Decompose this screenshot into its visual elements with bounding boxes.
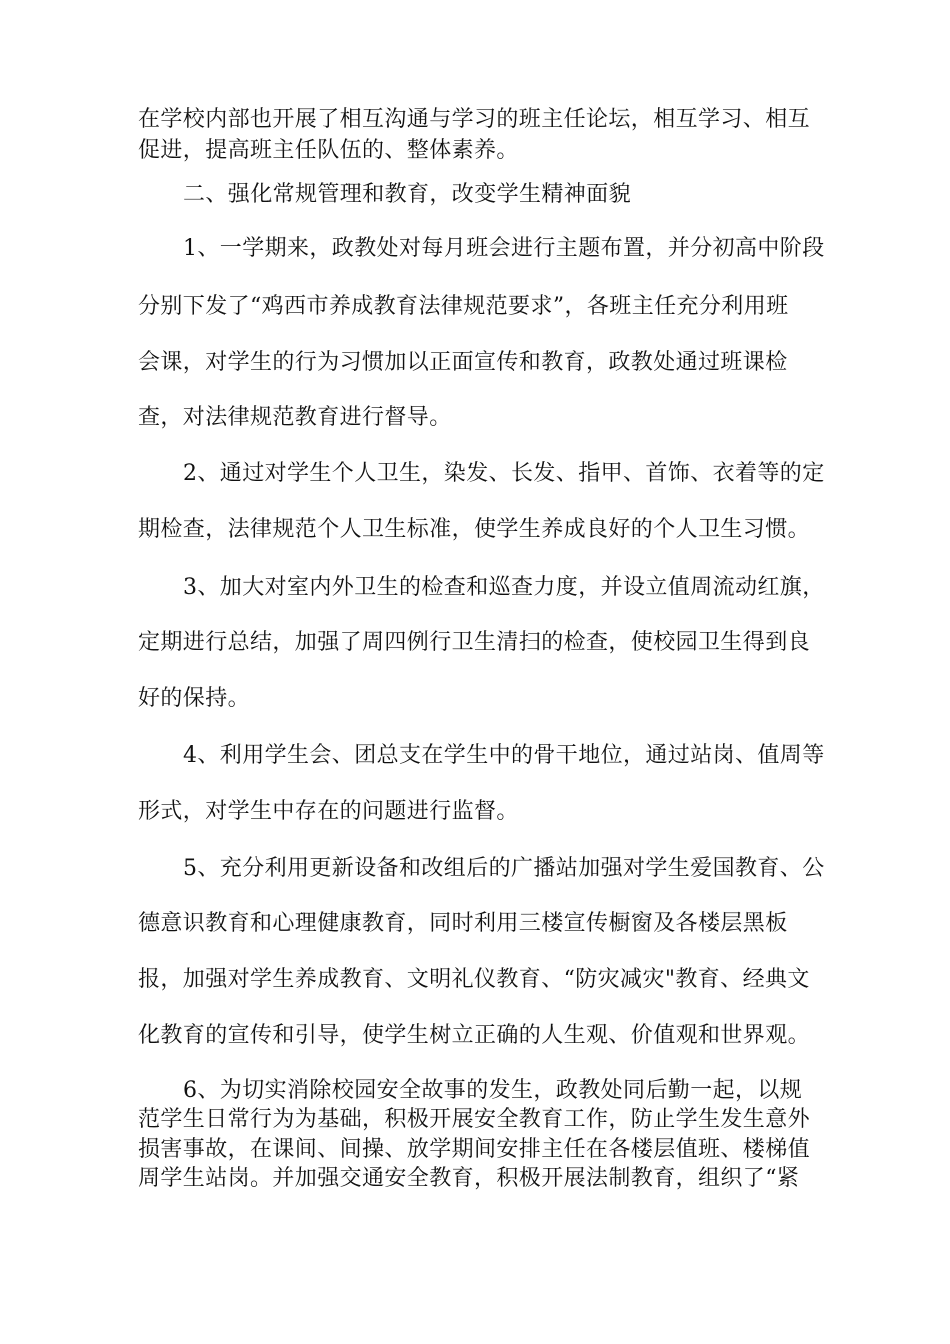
text-line: 定期进行总结，加强了周四例行卫生清扫的检查，使校园卫生得到良 [138,630,811,655]
text-line: 范学生日常行为为基础，积极开展安全教育工作，防止学生发生意外 [138,1107,811,1132]
text-line: 6、为切实消除校园安全故事的发生，政教处同后勤一起，以规 [183,1078,803,1103]
text-line: 促进，提高班主任队伍的、整体素养。 [138,138,519,163]
text-line: 化教育的宣传和引导，使学生树立正确的人生观、价值观和世界观。 [138,1023,811,1048]
text-line: 德意识教育和心理健康教育，同时利用三楼宣传橱窗及各楼层黑板 [138,911,788,936]
text-line: 好的保持。 [138,686,251,711]
text-line: 会课，对学生的行为习惯加以正面宣传和教育，政教处通过班课检 [138,350,788,375]
text-line: 分别下发了“鸡西市养成教育法律规范要求”，各班主任充分利用班 [138,294,789,319]
text-line: 期检查，法律规范个人卫生标准，使学生养成良好的个人卫生习惯。 [138,517,811,542]
text-line: 查，对法律规范教育进行督导。 [138,405,452,430]
text-line: 在学校内部也开展了相互沟通与学习的班主任论坛，相互学习、相互 [138,107,811,132]
text-line: 3、加大对室内外卫生的检查和巡查力度，并设立值周流动红旗， [183,575,825,600]
text-line: 2、通过对学生个人卫生，染发、长发、指甲、首饰、衣着等的定 [183,461,825,486]
section-heading: 二、强化常规管理和教育，改变学生精神面貌 [183,182,632,207]
text-line: 损害事故，在课间、间操、放学期间安排主任在各楼层值班、楼梯值 [138,1137,811,1162]
text-line: 形式，对学生中存在的问题进行监督。 [138,799,519,824]
text-line: 4、利用学生会、团总支在学生中的骨干地位，通过站岗、值周等 [183,743,825,768]
text-line: 5、充分利用更新设备和改组后的广播站加强对学生爱国教育、公 [183,856,825,881]
text-line: 周学生站岗。并加强交通安全教育，积极开展法制教育，组织了“紧 [138,1166,800,1191]
text-line: 报，加强对学生养成教育、文明礼仪教育、“防灾减灾"教育、经典文 [138,967,810,992]
text-line: 1、一学期来，政教处对每月班会进行主题布置，并分初高中阶段 [183,236,825,261]
